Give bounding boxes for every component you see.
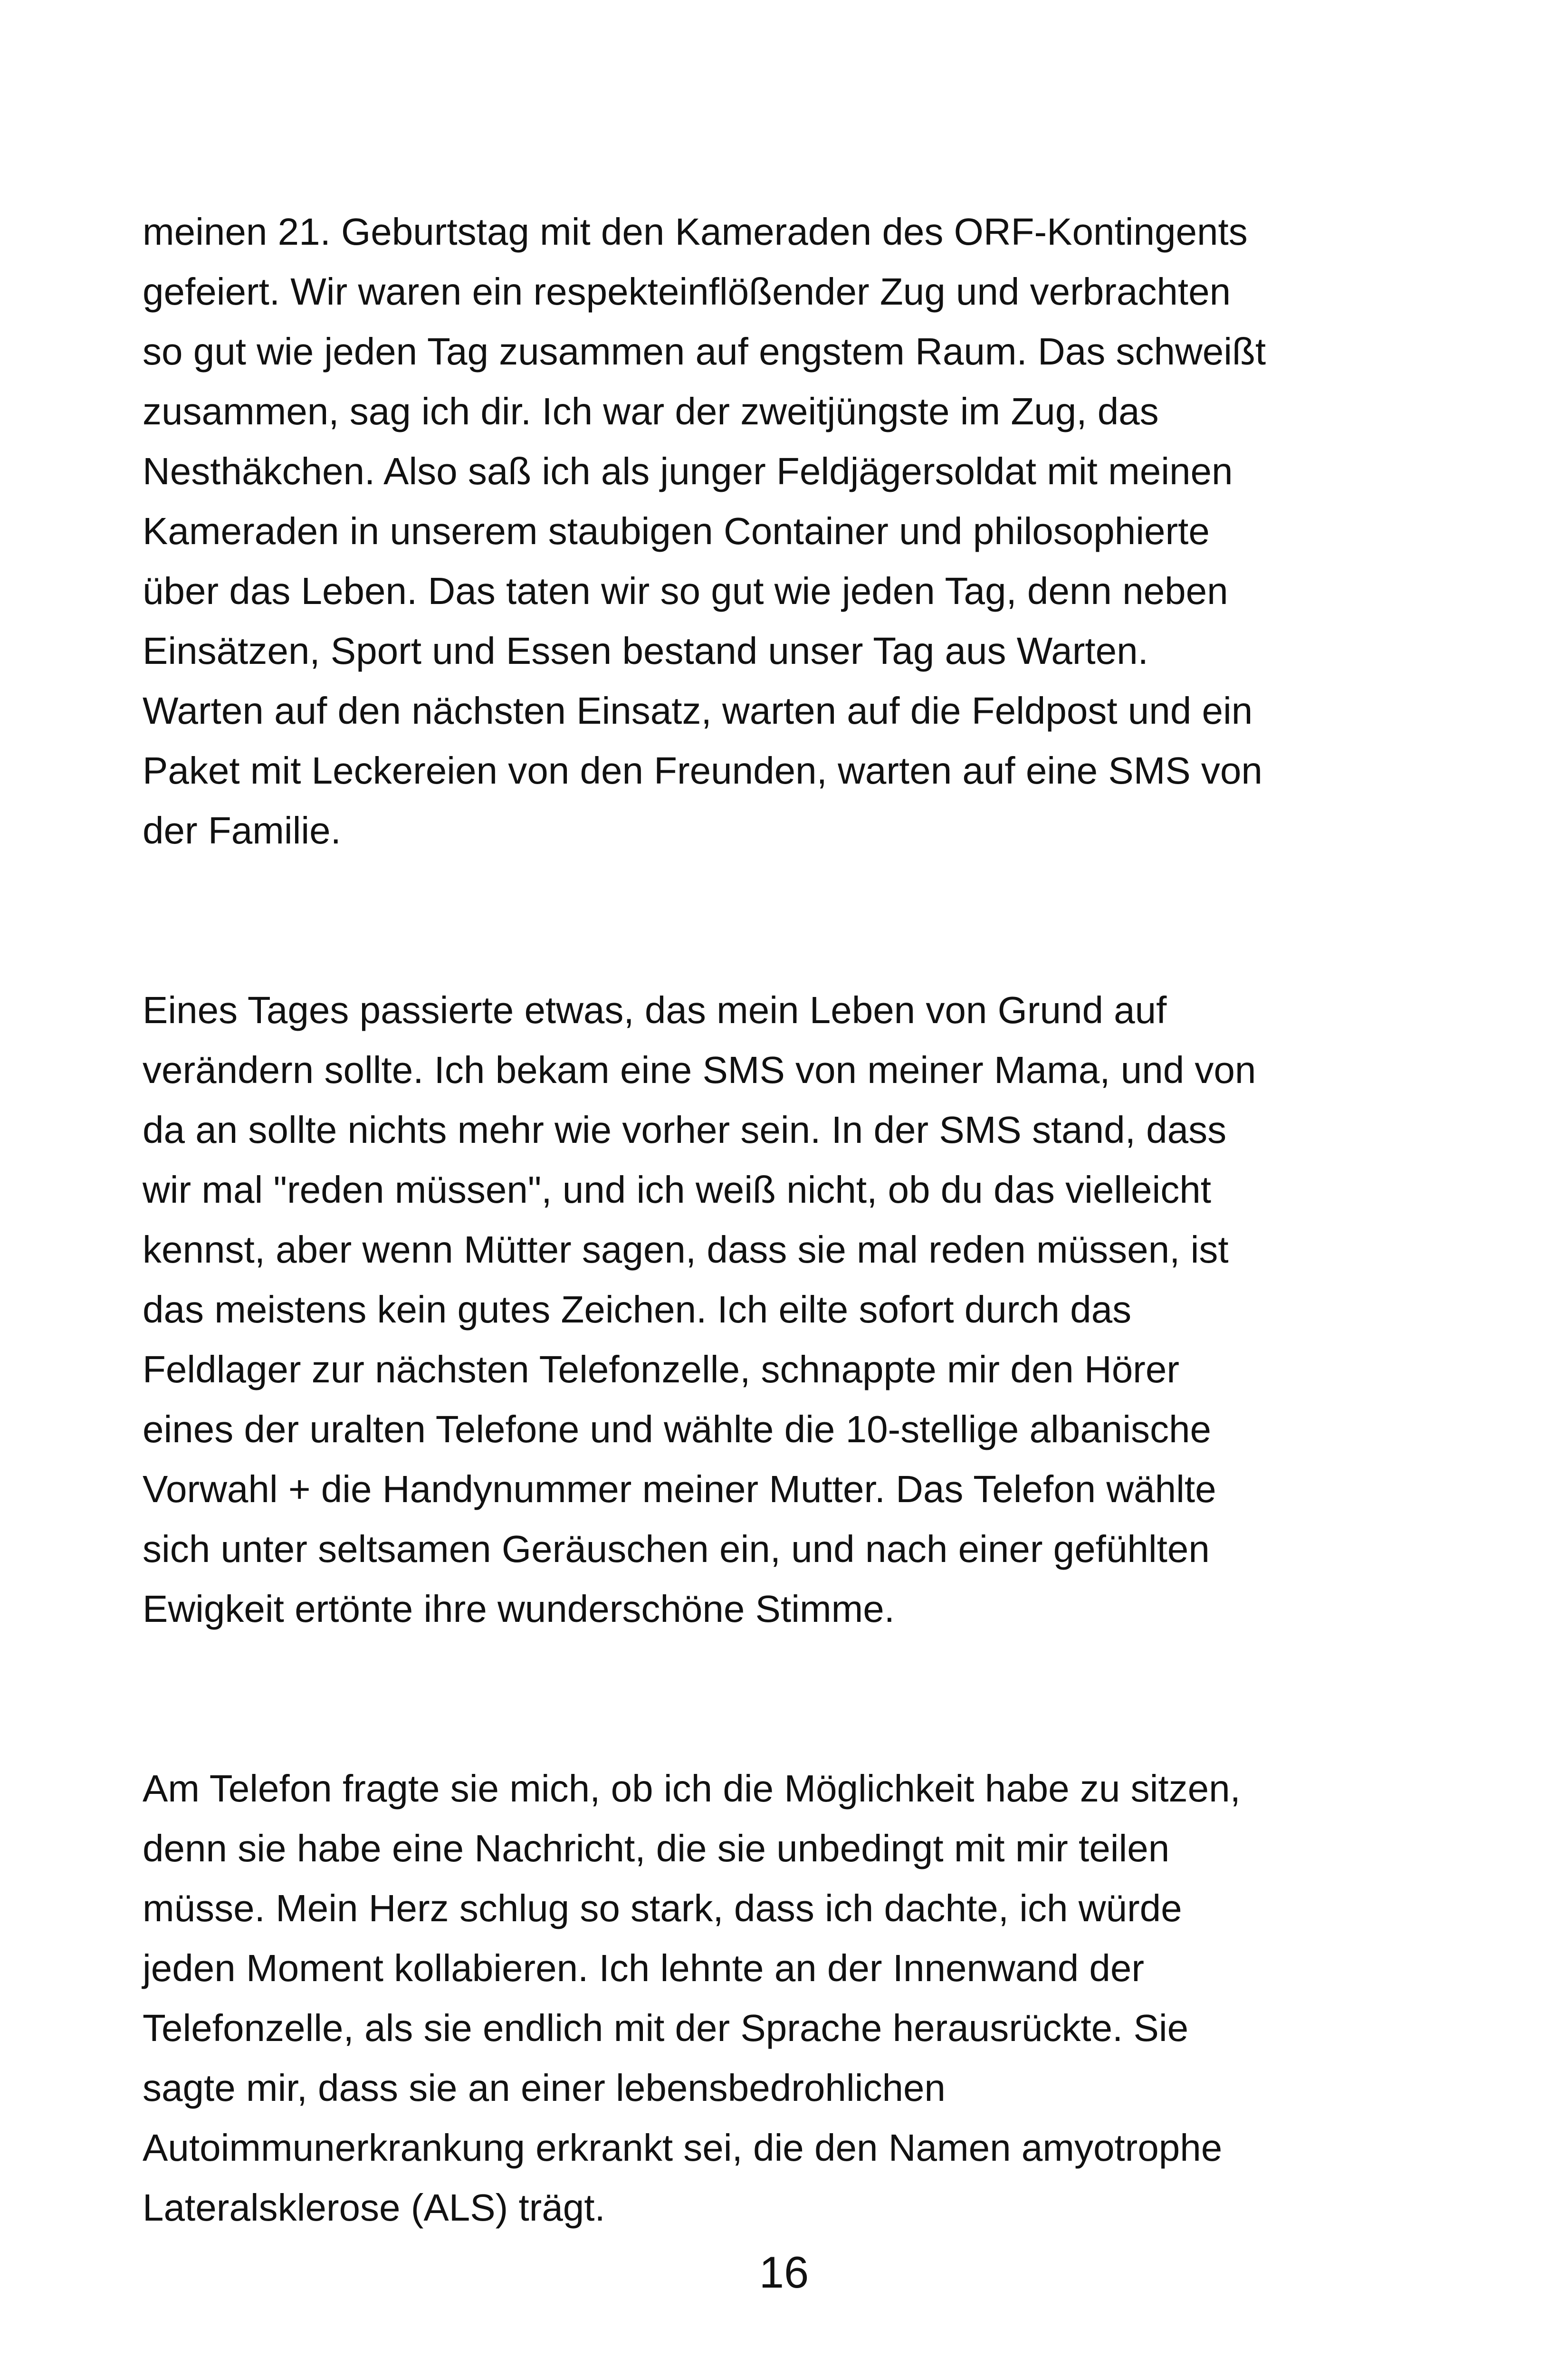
page-body [143,202,1449,2238]
text-line: so gut wie jeden Tag zusammen auf engstem Raum. Das schweißt [143,330,1266,373]
text-line: Am Telefon fragte sie mich, ob ich die Möglichkeit habe zu sitzen, [143,1767,1241,1810]
paragraph-spacer [143,1639,1449,1759]
text-line: Autoimmunerkrankung erkrankt sei, die den Namen amyotrophe [143,2127,1223,2169]
text-line: Telefonzelle, als sie endlich mit der Sprache herausrückte. Sie [143,2007,1189,2049]
text-line: eines der uralten Telefone und wählte die 10-stellige albanische [143,1408,1211,1450]
text-line: müsse. Mein Herz schlug so stark, dass ich dachte, ich würde [143,1887,1182,1929]
text-line: das meistens kein gutes Zeichen. Ich eilte sofort durch das [143,1288,1132,1331]
text-line: Warten auf den nächsten Einsatz, warten auf die Feldpost und ein [143,690,1253,732]
text-line: meinen 21. Geburtstag mit den Kameraden des ORF-Kontingents [143,211,1248,253]
page-number: 16 [759,2247,809,2297]
paragraph-1 [143,202,1449,861]
paragraph-3 [143,1759,1449,2238]
text-line: denn sie habe eine Nachricht, die sie unbedingt mit mir teilen [143,1827,1170,1869]
text-line: gefeiert. Wir waren ein respekteinflößender Zug und verbrachten [143,270,1231,313]
text-line: der Familie. [143,809,341,852]
text-line: sagte mir, dass sie an einer lebensbedrohlichen [143,2067,946,2109]
text-line: Kameraden in unserem staubigen Container und philosophierte [143,510,1210,552]
text-line: kennst, aber wenn Mütter sagen, dass sie mal reden müssen, ist [143,1228,1229,1271]
text-line: Feldlager zur nächsten Telefonzelle, schnappte mir den Hörer [143,1348,1179,1390]
text-line: Einsätzen, Sport und Essen bestand unser Tag aus Warten. [143,630,1148,672]
text-line: sich unter seltsamen Geräuschen ein, und nach einer gefühlten [143,1528,1210,1570]
text-line: Paket mit Leckereien von den Freunden, warten auf eine SMS von [143,749,1262,792]
text-line: verändern sollte. Ich bekam eine SMS von meiner Mama, und von [143,1049,1256,1091]
paragraph-2 [143,980,1449,1639]
text-line: über das Leben. Das taten wir so gut wie jeden Tag, denn neben [143,570,1228,612]
text-line: jeden Moment kollabieren. Ich lehnte an der Innenwand der [143,1947,1145,1989]
text-line: Ewigkeit ertönte ihre wunderschöne Stimme. [143,1588,895,1630]
paragraph-spacer [143,861,1449,980]
text-line: zusammen, sag ich dir. Ich war der zweitjüngste im Zug, das [143,390,1159,432]
text-line: da an sollte nichts mehr wie vorher sein. In der SMS stand, dass [143,1109,1227,1151]
text-line: Lateralsklerose (ALS) trägt. [143,2186,605,2229]
text-line: Nesthäkchen. Also saß ich als junger Feldjägersoldat mit meinen [143,450,1233,492]
text-line: wir mal "reden müssen", und ich weiß nicht, ob du das vielleicht [143,1169,1211,1211]
text-line: Eines Tages passierte etwas, das mein Leben von Grund auf [143,989,1167,1031]
text-line: Vorwahl + die Handynummer meiner Mutter. Das Telefon wählte [143,1468,1216,1510]
